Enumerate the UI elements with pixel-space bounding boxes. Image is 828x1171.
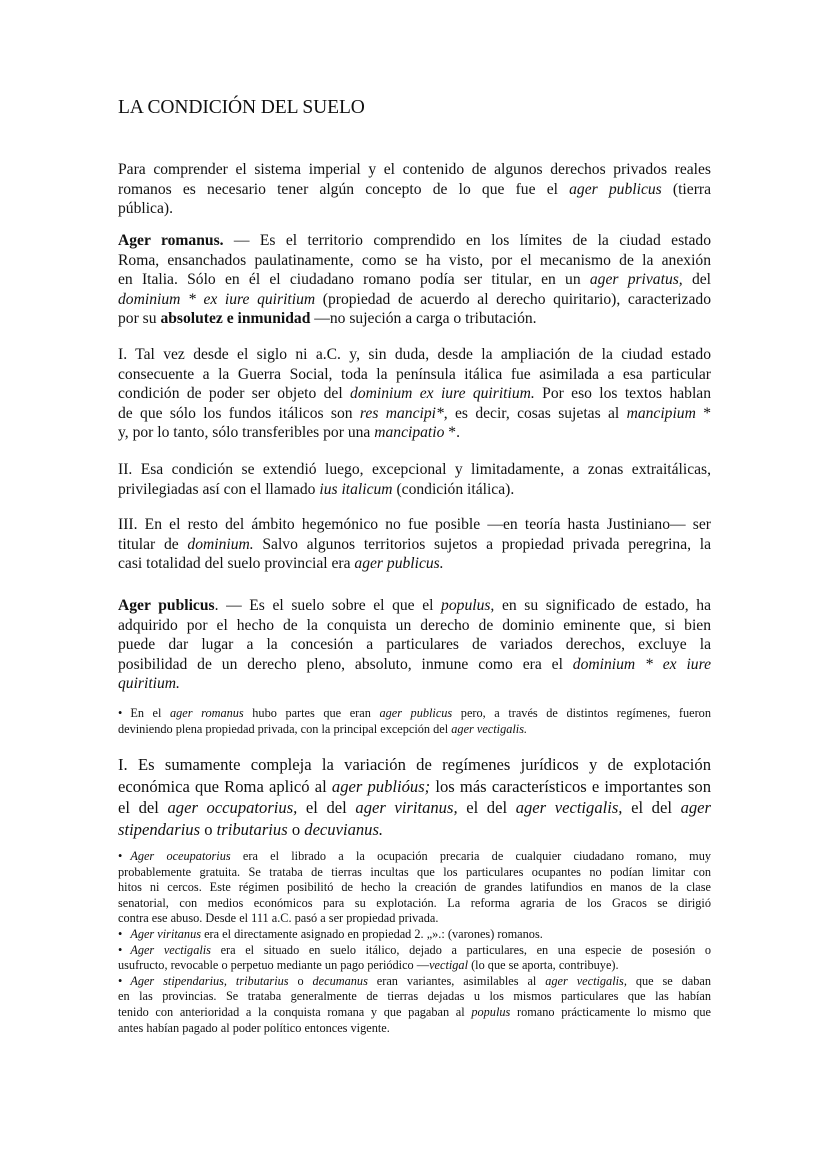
bullet-icon: • bbox=[118, 849, 123, 863]
page-title: LA CONDICIÓN DEL SUELO bbox=[118, 97, 365, 118]
text-line: Para comprender el sistema imperial y el contenido de algunos derechos privados reales bbox=[118, 161, 711, 178]
text-line: • Ager viritanus era el directamente asignado en propiedad 2. „».: (varones) romanos. bbox=[118, 926, 543, 941]
text-line: contra ese abuso. Desde el 111 a.C. pasó a ser propiedad privada. bbox=[118, 911, 439, 926]
section-ii-paragraph bbox=[118, 460, 711, 499]
bullet-icon: • bbox=[118, 926, 123, 941]
italic-term: ager vectigalis. bbox=[451, 721, 528, 736]
section-i-b-paragraph bbox=[118, 754, 711, 840]
italic-term: populus, bbox=[441, 597, 495, 614]
text-line: Roma, ensanchados paulatinamente, como se ha visto, por el mecanismo de la anexión bbox=[118, 251, 711, 269]
italic-term: ager publicus bbox=[569, 180, 662, 198]
bold-term: Ager romanus. bbox=[118, 232, 224, 249]
italic-term: ager bbox=[680, 798, 711, 818]
italic-term: res mancipi* bbox=[359, 404, 444, 422]
text-line: de que sólo los fundos itálicos son res mancipi*, es decir, cosas sujetas al mancipium * bbox=[118, 404, 711, 422]
note-ager-romanus bbox=[118, 706, 711, 737]
text-line: posibilidad de un derecho pleno, absoluto, inmune como era el dominium * ex iure bbox=[118, 655, 711, 673]
italic-term: ager publicus. bbox=[354, 555, 444, 573]
italic-term: ager publicus bbox=[379, 706, 453, 720]
italic-term: ager vectigalis, bbox=[515, 798, 623, 818]
text-line: adquirido por el hecho de la conquista un derecho de dominio eminente que, si bien bbox=[118, 616, 711, 634]
text-line: senatorial, con medios económicos para su explotación. La reforma agraria de los Gracos se dirigió bbox=[118, 895, 711, 910]
italic-term: ager occupatorius, bbox=[167, 798, 298, 818]
bullet-icon: • bbox=[118, 706, 123, 720]
italic-term: ager romanus bbox=[170, 706, 244, 720]
text-line: antes habían pagado al poder político entonces vigente. bbox=[118, 1020, 390, 1035]
section-i-paragraph bbox=[118, 345, 711, 443]
bullet-icon: • bbox=[118, 973, 123, 988]
text-line: dominium * ex iure quiritium (propiedad de acuerdo al derecho quiritario), caracterizado bbox=[118, 290, 711, 308]
italic-term: dominium. bbox=[187, 535, 254, 553]
text-line: I. Tal vez desde el siglo ni a.C. y, sin duda, desde la ampliación de la ciudad estado bbox=[118, 346, 711, 363]
italic-term: mancipatio bbox=[374, 424, 445, 442]
text-line: y, por lo tanto, sólo transferibles por una mancipatio *. bbox=[118, 424, 460, 442]
text-line: titular de dominium. Salvo algunos territorios sujetos a propiedad privada peregrina, la bbox=[118, 535, 711, 553]
section-iii-paragraph bbox=[118, 515, 711, 574]
text-line: pública). bbox=[118, 200, 173, 218]
italic-term: dominium * ex iure quiritium bbox=[118, 290, 316, 308]
text-line: deviniendo plena propiedad privada, con la principal excepción del ager vectigalis. bbox=[118, 721, 528, 736]
italic-term: ager publióus; bbox=[331, 776, 431, 796]
intro-paragraph bbox=[118, 160, 711, 219]
italic-term: ager vectigalis, bbox=[545, 973, 627, 988]
text-line: probablemente gratuita. Se trataba de tierras incultas que los particulares ocupantes no podían limitar con bbox=[118, 864, 711, 879]
text-line: I. Es sumamente compleja la variación de regímenes jurídicos y de explotación bbox=[118, 755, 711, 774]
text-line: por su absolutez e inmunidad —no sujeción a carga o tributación. bbox=[118, 310, 537, 328]
text-line: privilegiadas así con el llamado ius italicum (condición itálica). bbox=[118, 480, 515, 498]
italic-term: Ager stipendarius, tributarius bbox=[130, 973, 289, 988]
text-line: económica que Roma aplicó al ager publióus; los más característicos e importantes son bbox=[118, 776, 712, 796]
text-line: en las provincias. Se trataba generalmente de tierras dejadas u los mismos particulares que las habían bbox=[118, 989, 711, 1004]
italic-term: Ager oceupatorius bbox=[130, 849, 231, 863]
italic-term: populus bbox=[471, 1004, 511, 1019]
text-line: usufructo, revocable o perpetuo mediante un pago periódico —vectigal (lo que se aporta, contribuye). bbox=[118, 958, 619, 973]
italic-term: dominium ex iure quiritium. bbox=[350, 385, 535, 403]
text-line: consecuente a la Guerra Social, toda la península itálica fue asimilada a esa particular bbox=[118, 365, 711, 383]
italic-term: ius italicum bbox=[319, 480, 393, 498]
text-line: puede dar lugar a la concesión a particulares de variados derechos, excluye la bbox=[118, 636, 711, 654]
italic-term: tributarius bbox=[216, 819, 288, 839]
text-line: • Ager vectigalis era el situado en suelo itálico, dejado a particulares, en una especie de posesión o bbox=[118, 942, 712, 957]
text-line: • Ager stipendarius, tributarius o decumanus eran variantes, asimilables al ager vectigalis, que se daban bbox=[118, 973, 712, 988]
text-line: II. Esa condición se extendió luego, excepcional y limitadamente, a zonas extraitálicas, bbox=[118, 461, 711, 478]
bold-term: Ager publicus bbox=[118, 597, 215, 614]
text-line: Ager publicus. — Es el suelo sobre el que el populus, en su significado de estado, ha bbox=[118, 597, 711, 614]
italic-term: dominium * ex iure bbox=[572, 655, 711, 673]
text-line: III. En el resto del ámbito hegemónico no fue posible —en teoría hasta Justiniano— ser bbox=[118, 516, 711, 533]
text-line: stipendarius o tributarius o decuvianus. bbox=[118, 819, 384, 839]
italic-term: vectigal bbox=[429, 958, 468, 973]
italic-term: ager viritanus, bbox=[355, 798, 458, 818]
text-line: hitos ni cercos. Este régimen posibilitó de hecho la creación de grandes latifundios en manos de la clase bbox=[118, 880, 711, 895]
bold-term: absolutez e inmunidad bbox=[160, 310, 311, 328]
text-line: el del ager occupatorius, el del ager viritanus, el del ager vectigalis, el del ager bbox=[118, 798, 711, 818]
ager-publicus-paragraph bbox=[118, 596, 711, 694]
italic-term: decuvianus. bbox=[304, 819, 384, 839]
bullet-icon: • bbox=[118, 942, 123, 957]
italic-term: mancipium bbox=[626, 404, 696, 422]
text-line: tenido con anterioridad a la conquista romana y que pagaban al populus romano prácticamente lo mismo que bbox=[118, 1004, 711, 1019]
ager-romanus-paragraph bbox=[118, 231, 711, 329]
text-line: casi totalidad del suelo provincial era ager publicus. bbox=[118, 555, 444, 573]
text-line: en Italia. Sólo en él el ciudadano romano podía ser titular, en un ager privatus, del bbox=[118, 271, 712, 289]
text-line: Ager romanus. — Es el territorio comprendido en los límites de la ciudad estado bbox=[118, 232, 711, 249]
italic-term: stipendarius bbox=[118, 819, 201, 839]
italic-term: quiritium. bbox=[118, 675, 180, 693]
italic-term: Ager vectigalis bbox=[130, 942, 211, 957]
notes-ager-types bbox=[118, 849, 711, 1036]
italic-term: Ager viritanus bbox=[130, 926, 202, 941]
text-line: • Ager oceupatorius era el librado a la ocupación precaria de cualquier ciudadano romano, muy bbox=[118, 849, 711, 863]
text-line: • En el ager romanus hubo partes que eran ager publicus pero, a través de distintos regímenes, fueron bbox=[118, 706, 711, 720]
text-line: romanos es necesario tener algún concepto de lo que fue el ager publicus (tierra bbox=[118, 180, 711, 198]
text-line: condición de poder ser objeto del dominium ex iure quiritium. Por eso los textos hablan bbox=[118, 385, 712, 403]
italic-term: ager privatus, bbox=[589, 271, 683, 289]
italic-term: decumanus bbox=[312, 973, 368, 988]
text-line bbox=[118, 674, 711, 694]
